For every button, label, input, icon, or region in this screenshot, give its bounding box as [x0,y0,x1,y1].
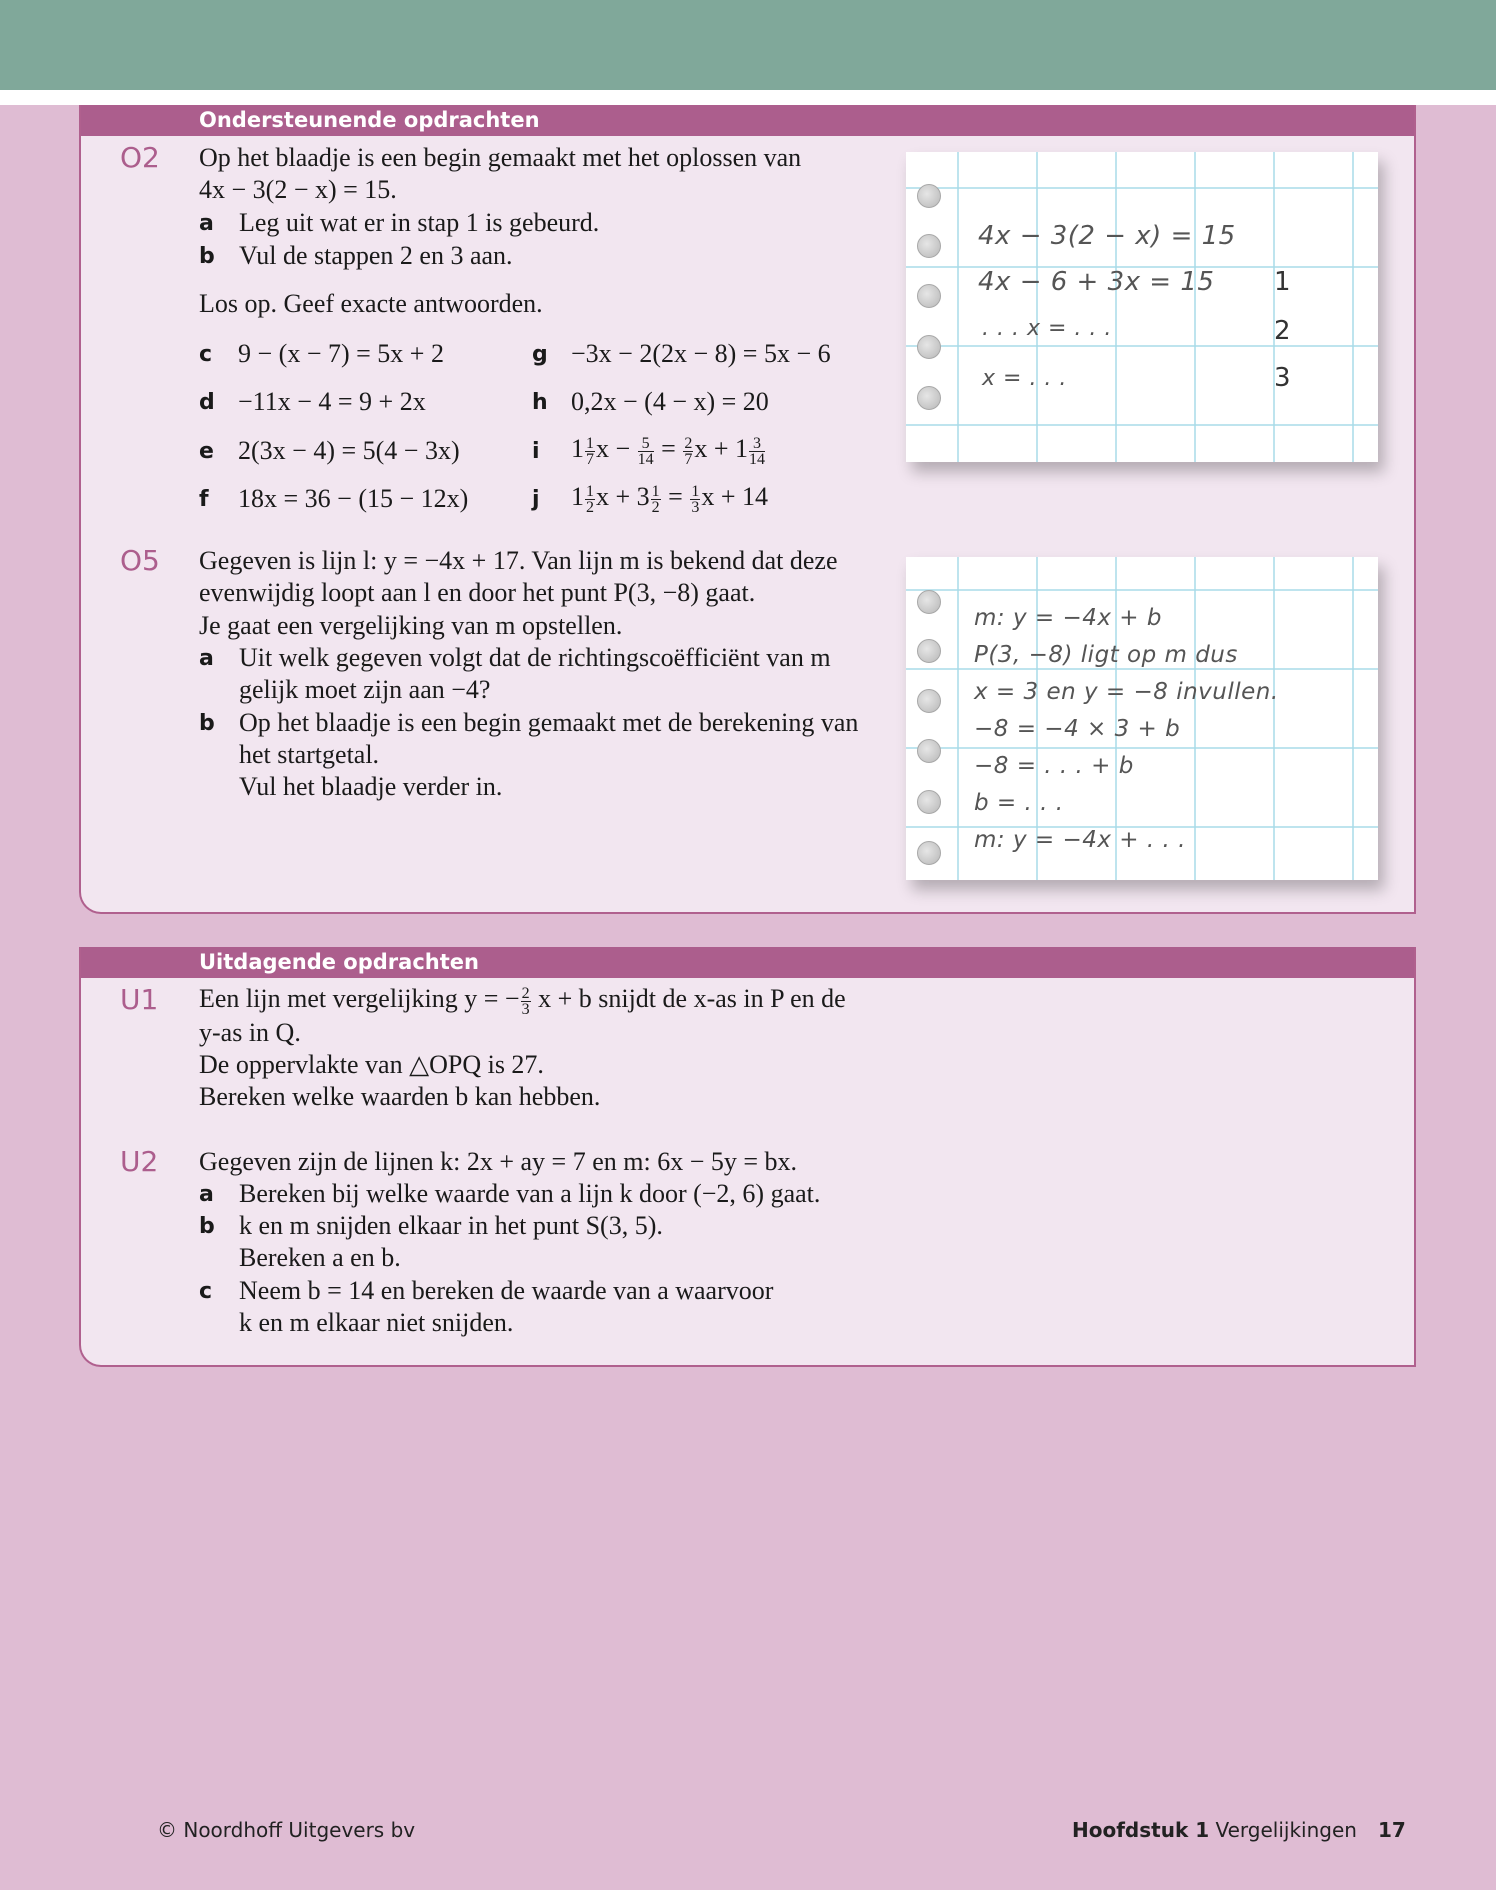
equation-item: 2(3x − 4) = 5(4 − 3x) [238,436,460,465]
chapter-footer [1072,1818,1357,1842]
handwritten-line: . . . x = . . . [982,316,1112,341]
chapter-number: Hoofdstuk 1 [1072,1818,1210,1842]
challenging-exercises-panel [79,947,1416,1367]
question-text: Je gaat een vergelijking van m opstellen. [199,611,623,640]
equation-item: 9 − (x − 7) = 5x + 2 [238,339,444,368]
binder-hole [917,790,941,814]
subquestion-text: Uit welk gegeven volgt dat de richtingscoëfficiënt van m [239,643,831,672]
question-text: Op het blaadje is een begin gemaakt met het oplossen van [199,143,802,172]
question-number: O2 [120,141,160,174]
question-text: Een lijn met vergelijking y = − $\frac{2}{3}$ x + b snijdt de x-as in P en de [199,984,846,1018]
subquestion-text: k en m elkaar niet snijden. [239,1308,514,1337]
binder-hole [917,234,941,258]
question-text: De oppervlakte van △OPQ is 27. [199,1050,544,1079]
handwritten-line: m: y = −4x + b [974,605,1162,631]
page-number: 17 [1378,1818,1406,1842]
handwritten-line: m: y = −4x + . . . [974,827,1186,853]
item-label: j [532,487,540,512]
question-text: y-as in Q. [199,1018,301,1047]
equation-item: −11x − 4 = 9 + 2x [238,387,426,416]
binder-hole [917,590,941,614]
subquestion-label: b [199,244,215,269]
item-label: f [199,487,209,512]
chapter-title: Vergelijkingen [1215,1818,1357,1842]
step-number: 2 [1274,316,1291,346]
top-band [0,0,1496,90]
subquestion-label: b [199,711,215,736]
notebook-sheet-o2 [906,152,1378,462]
subquestion-label: b [199,1214,215,1239]
binder-hole [917,284,941,308]
copyright-notice: © Noordhoff Uitgevers bv [157,1818,416,1842]
subquestion-label: a [199,1182,214,1207]
question-number: O5 [120,544,160,577]
grid-lines [906,152,1378,462]
handwritten-line: x = 3 en y = −8 invullen. [974,679,1279,705]
equation-item: 18x = 36 − (15 − 12x) [238,484,469,513]
notebook-sheet-o5 [906,557,1378,880]
binder-hole [917,639,941,663]
subquestion-text: Vul het blaadje verder in. [239,772,503,801]
step-number: 1 [1274,267,1291,297]
question-equation: 4x − 3(2 − x) = 15. [199,175,397,204]
binder-hole [917,386,941,410]
handwritten-line: P(3, −8) ligt op m dus [974,642,1238,668]
question-text: Gegeven is lijn l: y = −4x + 17. Van lijn m is bekend dat deze [199,546,838,575]
step-number: 3 [1274,363,1291,393]
item-label: d [199,390,215,415]
question-number: U2 [120,1145,159,1178]
subquestion-label: c [199,1279,213,1304]
question-text: evenwijdig loopt aan l en door het punt P(3, −8) gaat. [199,578,756,607]
binder-hole [917,739,941,763]
subquestion-text: het startgetal. [239,740,380,769]
question-text: Gegeven zijn de lijnen k: 2x + ay = 7 en m: 6x − 5y = bx. [199,1147,798,1176]
handwritten-line: b = . . . [974,790,1064,816]
instruction-text: Los op. Geef exacte antwoorden. [199,289,543,318]
handwritten-line: 4x − 3(2 − x) = 15 [978,221,1236,251]
subquestion-text: Vul de stappen 2 en 3 aan. [239,241,513,270]
equation-item-fractions: 1 $\frac{1}{2}$ x + 3 $\frac{1}{2}$ = $\frac{1}{3}$ x + 14 [571,482,769,516]
subquestion-text: Neem b = 14 en bereken de waarde van a waarvoor [239,1276,774,1305]
item-label: h [532,390,548,415]
binder-hole [917,841,941,865]
equation-item: 0,2x − (4 − x) = 20 [571,387,769,416]
equation-item: −3x − 2(2x − 8) = 5x − 6 [571,339,831,368]
item-label: c [199,342,213,367]
question-text: Bereken welke waarden b kan hebben. [199,1082,601,1111]
subquestion-text: Bereken a en b. [239,1243,401,1272]
subquestion-text: Bereken bij welke waarde van a lijn k door (−2, 6) gaat. [239,1179,821,1208]
binder-hole [917,184,941,208]
handwritten-line: −8 = . . . + b [974,753,1134,779]
subquestion-label: a [199,211,214,236]
item-label: g [532,342,548,367]
subquestion-text: gelijk moet zijn aan −4? [239,675,491,704]
subquestion-text: k en m snijden elkaar in het punt S(3, 5). [239,1211,663,1240]
item-label: e [199,439,214,464]
binder-hole [917,335,941,359]
binder-hole [917,689,941,713]
subquestion-label: a [199,646,214,671]
section-header: Uitdagende opdrachten [81,947,1414,978]
handwritten-line: 4x − 6 + 3x = 15 [978,267,1215,297]
section-header: Ondersteunende opdrachten [81,105,1414,136]
subquestion-text: Leg uit wat er in stap 1 is gebeurd. [239,208,600,237]
item-label: i [532,439,540,464]
top-divider [0,90,1496,105]
question-number: U1 [120,983,159,1016]
handwritten-line: x = . . . [982,366,1067,391]
handwritten-line: −8 = −4 × 3 + b [974,716,1181,742]
subquestion-text: Op het blaadje is een begin gemaakt met de berekening van [239,708,859,737]
equation-item-fractions: 1 $\frac{1}{7}$ x − $\frac{5}{14}$ = $\frac{2}{7}$ x + 1 $\frac{3}{14}$ [571,434,766,468]
